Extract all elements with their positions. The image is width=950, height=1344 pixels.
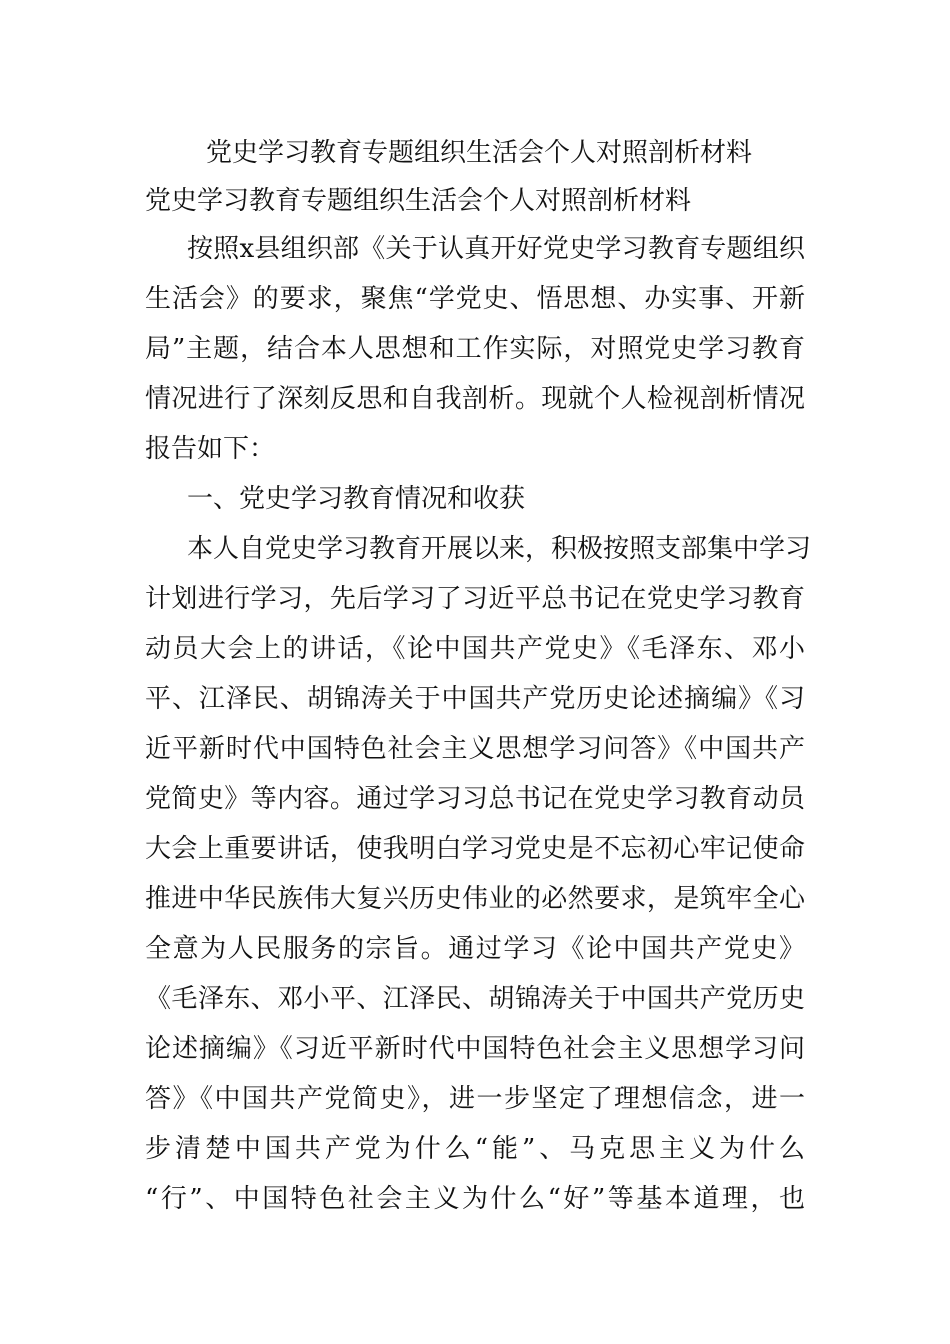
paragraph-2-line-10: 《毛泽东、邓小平、江泽民、胡锦涛关于中国共产党历史 <box>145 984 805 1014</box>
paragraph-2-line-5: 近平新时代中国特色社会主义思想学习问答》《中国共产 <box>145 734 805 764</box>
document-subtitle: 党史学习教育专题组织生活会个人对照剖析材料 <box>145 186 692 216</box>
paragraph-2-line-4: 平、江泽民、胡锦涛关于中国共产党历史论述摘编》《习 <box>145 684 805 714</box>
section-heading-1: 一、党史学习教育情况和收获 <box>187 484 526 514</box>
paragraph-2-line-12: 答》《中国共产党简史》，进一步坚定了理想信念，进一 <box>145 1084 805 1114</box>
paragraph-2-line-9: 全意为人民服务的宗旨。通过学习《论中国共产党史》 <box>145 934 805 964</box>
paragraph-1-line-4: 情况进行了深刻反思和自我剖析。现就个人检视剖析情况 <box>145 384 805 414</box>
paragraph-1-line-5: 报告如下： <box>145 434 276 464</box>
document-title: 党史学习教育专题组织生活会个人对照剖析材料 <box>206 138 753 168</box>
paragraph-2-line-11: 论述摘编》《习近平新时代中国特色社会主义思想学习问 <box>145 1034 805 1064</box>
paragraph-2-line-1: 本人自党史学习教育开展以来，积极按照支部集中学习 <box>187 534 812 564</box>
paragraph-2-line-13: 步清楚中国共产党为什么“能”、马克思主义为什么 <box>145 1134 805 1164</box>
paragraph-2-line-3: 动员大会上的讲话，《论中国共产党史》《毛泽东、邓小 <box>145 634 805 664</box>
paragraph-2-line-8: 推进中华民族伟大复兴历史伟业的必然要求，是筑牢全心 <box>145 884 805 914</box>
paragraph-2-line-7: 大会上重要讲话，使我明白学习党史是不忘初心牢记使命 <box>145 834 805 864</box>
paragraph-1-line-3: 局”主题，结合本人思想和工作实际，对照党史学习教育 <box>145 334 805 364</box>
paragraph-2-line-2: 计划进行学习，先后学习了习近平总书记在党史学习教育 <box>145 584 805 614</box>
paragraph-1-line-1: 按照x县组织部《关于认真开好党史学习教育专题组织 <box>187 234 805 264</box>
paragraph-1-line-2: 生活会》的要求，聚焦“学党史、悟思想、办实事、开新 <box>145 284 805 314</box>
paragraph-2-line-6: 党简史》等内容。通过学习习总书记在党史学习教育动员 <box>145 784 805 814</box>
paragraph-2-line-14: “行”、中国特色社会主义为什么“好”等基本道理，也 <box>145 1184 805 1214</box>
